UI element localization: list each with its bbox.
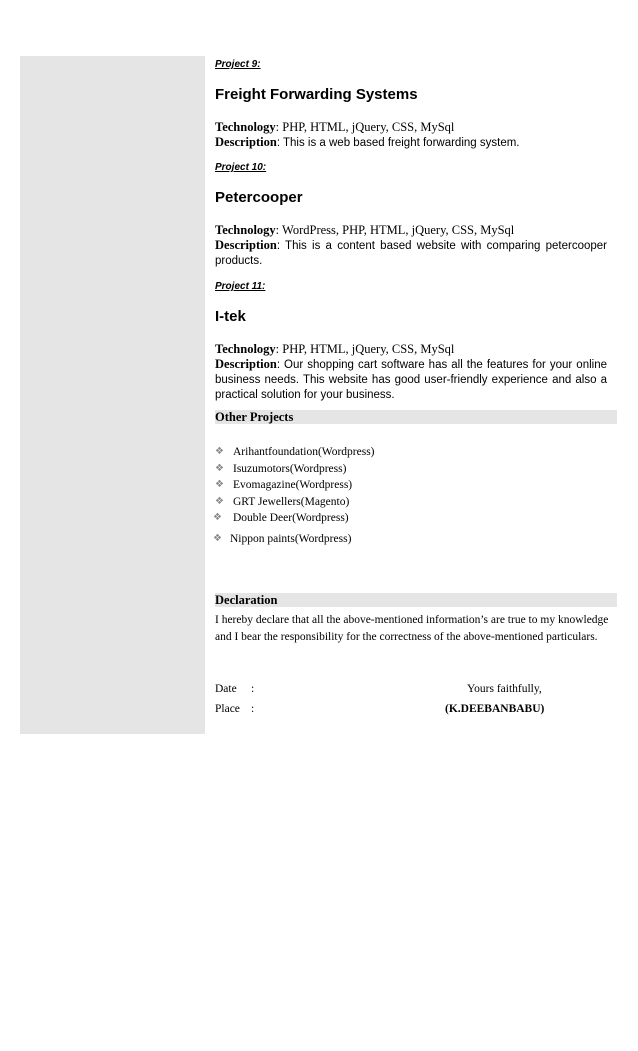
project-block — [215, 58, 617, 71]
list-item-text: Double Deer(Wordpress) — [233, 512, 349, 524]
list-item — [215, 461, 375, 478]
list-item-text: GRT Jewellers(Magento) — [233, 495, 350, 508]
project-details — [215, 342, 607, 403]
sidebar-panel — [20, 56, 205, 734]
bullet-icon: ❖ — [215, 446, 224, 457]
closing-text: Yours faithfully, — [467, 683, 542, 695]
tech-label: Technology — [215, 223, 276, 237]
project-title — [215, 308, 246, 326]
desc-value: : This is a web based freight forwarding system. — [276, 137, 520, 149]
list-item-text: Isuzumotors(Wordpress) — [233, 462, 347, 475]
desc-value: : This is a content based website with comparing petercooper products. — [215, 240, 607, 267]
tech-label: Technology — [215, 342, 276, 356]
place-label: Place — [215, 703, 240, 715]
other-projects-list — [215, 444, 375, 547]
project-label: Project 9: — [215, 59, 261, 70]
desc-label: Description — [215, 357, 277, 371]
bullet-icon: ❖ — [213, 512, 222, 523]
project-label: Project 10: — [215, 162, 267, 173]
list-item-text: Nippon paints(Wordpress) — [230, 532, 352, 545]
desc-value: : Our shopping cart software has all the features for your online business needs. This website has good user-friendly experience and also a practical solution for your business. — [215, 359, 607, 401]
project-details — [215, 120, 617, 151]
tech-value: : PHP, HTML, jQuery, CSS, MySql — [275, 120, 455, 134]
bullet-icon: ❖ — [215, 462, 224, 474]
project-block — [215, 280, 265, 293]
bullet-icon: ❖ — [215, 479, 224, 490]
project-title — [215, 86, 418, 104]
desc-label: Description — [215, 238, 277, 252]
bullet-icon: ❖ — [215, 495, 224, 507]
list-item-text: Arihantfoundation(Wordpress) — [233, 446, 375, 458]
place-colon: : — [251, 703, 255, 715]
declaration-text: I hereby declare that all the above-mentioned information’s are true to my knowledge and I bear the responsibility for the correctness of the above-mentioned particulars. — [215, 614, 609, 643]
project-details — [215, 223, 607, 269]
project-title-text: Petercooper — [215, 189, 303, 206]
list-item — [215, 494, 375, 511]
desc-label: Description — [215, 135, 277, 149]
list-item — [215, 531, 375, 548]
list-item — [215, 444, 375, 461]
tech-label: Technology — [215, 120, 276, 134]
project-block — [215, 161, 266, 174]
list-item — [215, 477, 375, 494]
signatory-name: (K.DEEBANBABU) — [445, 703, 545, 715]
declaration-heading: Declaration — [215, 593, 617, 607]
other-projects-heading: Other Projects — [215, 410, 617, 424]
list-item-text: Evomagazine(Wordpress) — [233, 479, 353, 491]
project-title-text: Freight Forwarding Systems — [215, 86, 418, 103]
project-title — [215, 189, 303, 207]
tech-value: : PHP, HTML, jQuery, CSS, MySql — [275, 342, 455, 356]
date-label: Date — [215, 683, 237, 695]
project-label: Project 11: — [215, 281, 266, 292]
date-colon: : — [251, 683, 255, 695]
project-title-text: I-tek — [215, 308, 246, 325]
tech-value: : WordPress, PHP, HTML, jQuery, CSS, MySql — [275, 223, 515, 237]
list-item — [215, 510, 375, 527]
bullet-icon: ❖ — [213, 532, 222, 544]
